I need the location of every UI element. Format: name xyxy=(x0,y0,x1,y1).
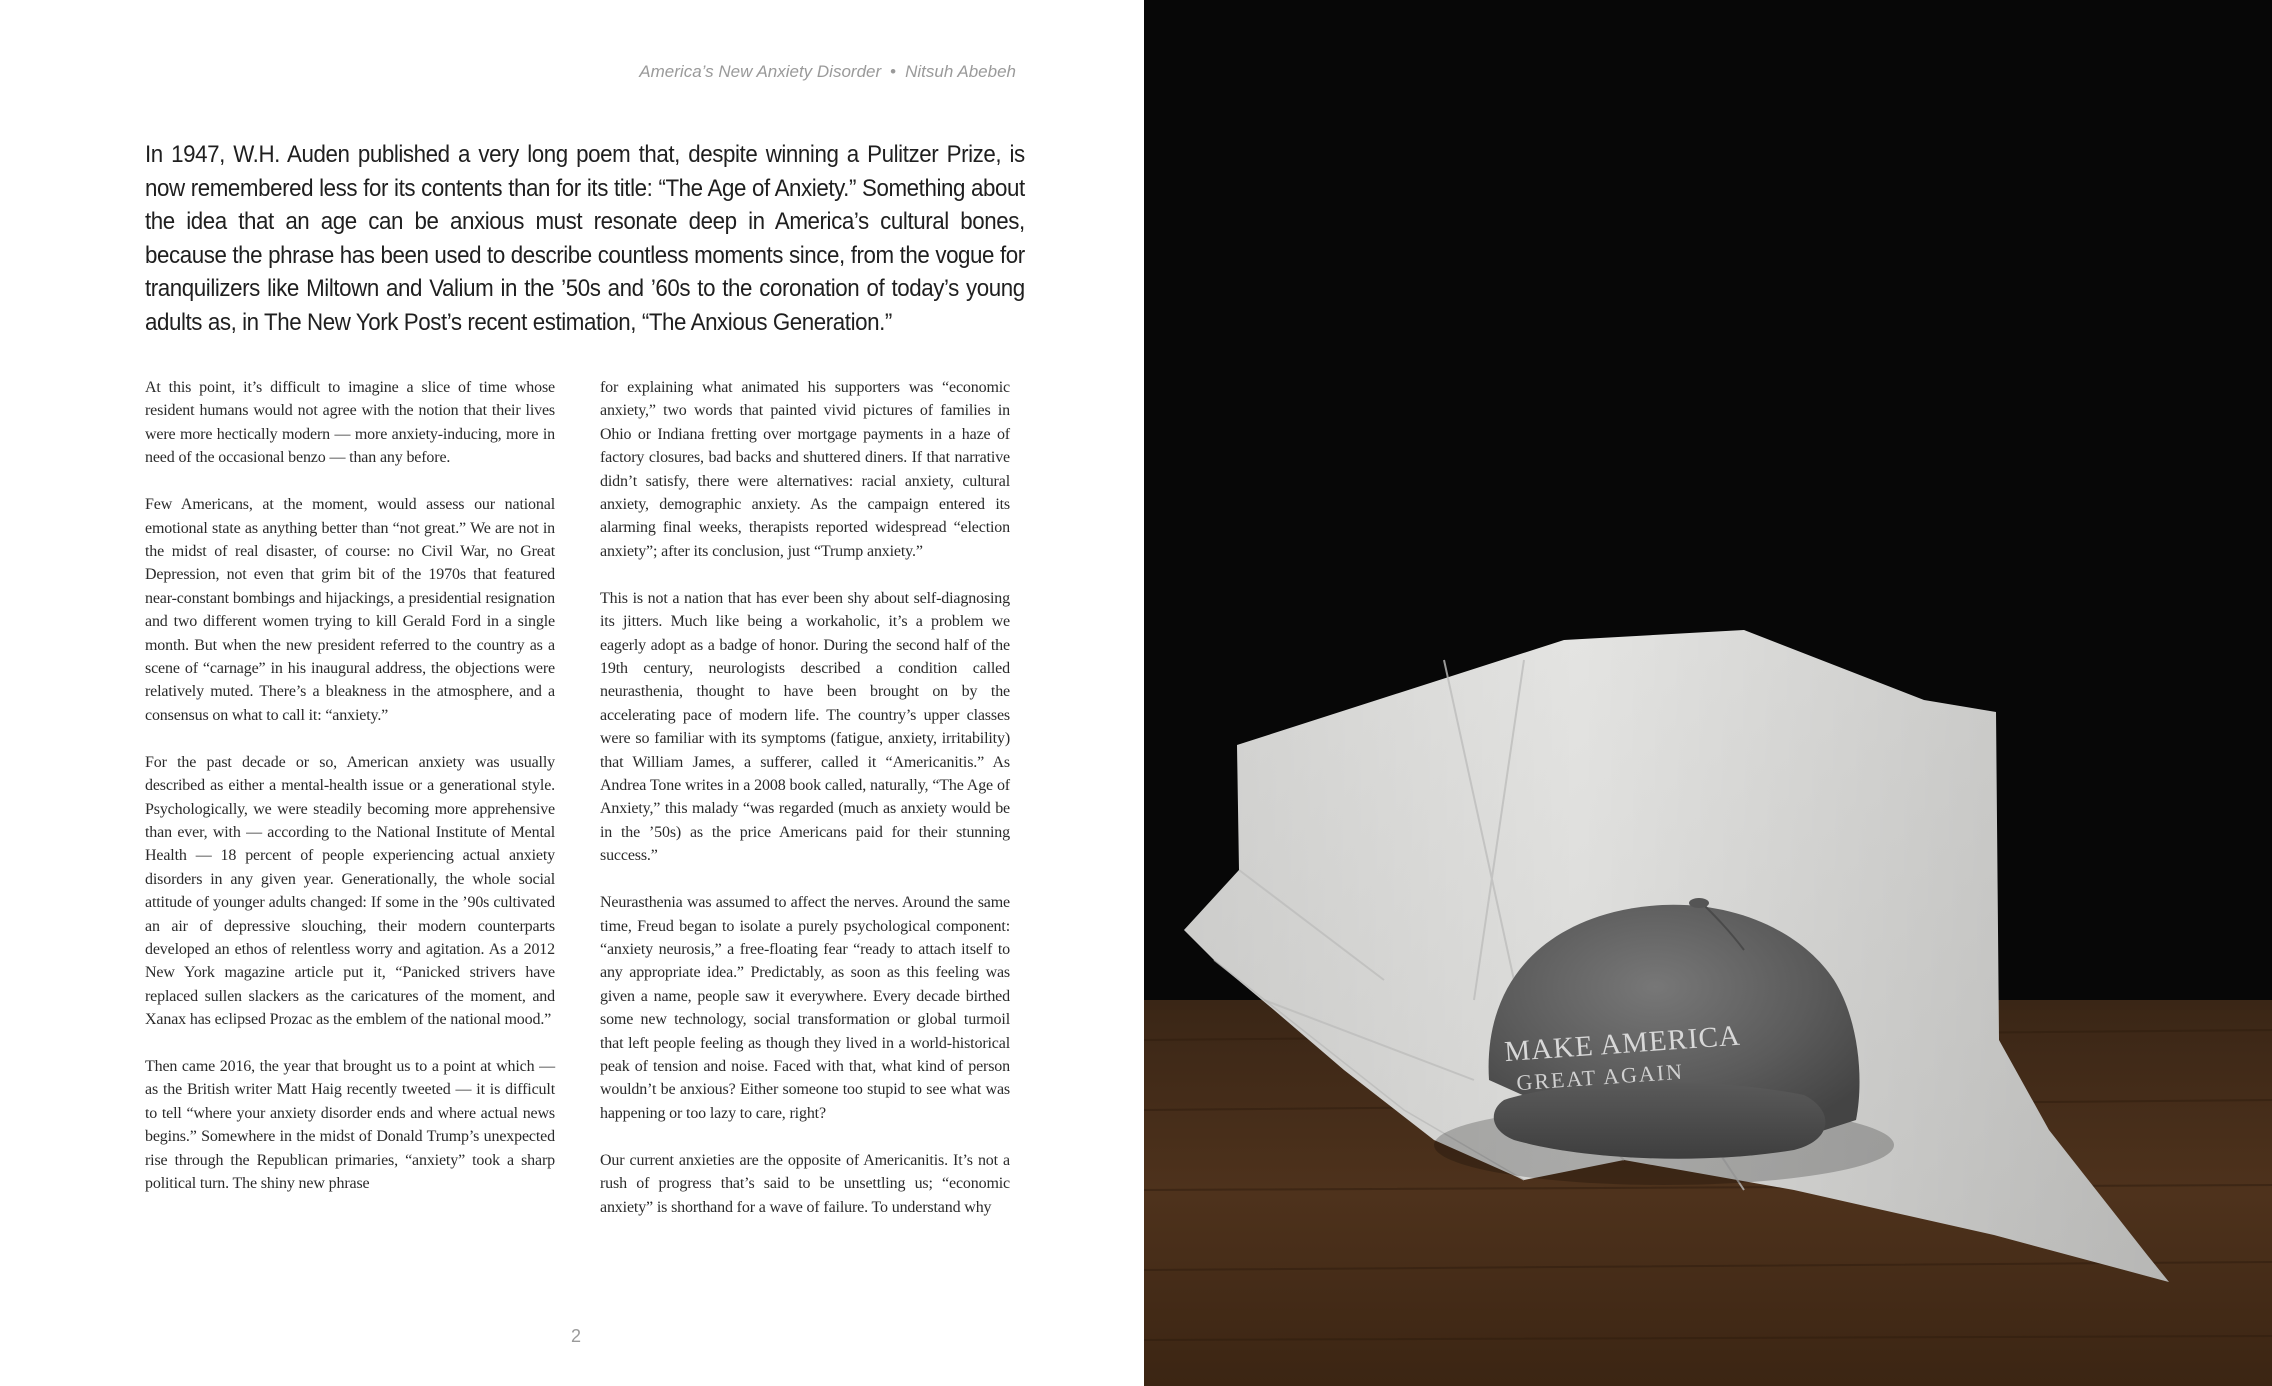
body-column-left xyxy=(145,376,555,1219)
header-separator-bullet: • xyxy=(890,62,897,81)
body-paragraph: Then came 2016, the year that brought us to a point at which — as the British writer Matt Haig recently tweeted — it is difficult to tell “where your anxiety disorder ends and where actual news begins.” Somewhere in the midst of Donald Trump’s unexpected rise through the Republican primaries, “anxiety” took a sharp political turn. The shiny new phrase xyxy=(145,1058,555,1193)
body-paragraph: Few Americans, at the moment, would assess our national emotional state as anything better than “not great.” We are not in the midst of real disaster, of course: no Civil War, no Great Depression, not even that grim bit of the 1970s that featured near-constant bombings and hijackings, a presidential resignation and two different women trying to kill Gerald Ford in a single month. But when the new president referred to the country as a scene of “carnage” in his inaugural address, the objections were relatively muted. There’s a bleakness in the atmosphere, and a consensus on what to call it: “anxiety.” xyxy=(145,496,555,724)
body-paragraph: For the past decade or so, American anxiety was usually described as either a mental-health issue or a generational style. Psychologically, we were steadily becoming more apprehensive than ever, with — according to the National Institute of Mental Health — 18 percent of people experiencing actual anxiety disorders in any given year. Generationally, the whole social attitude of younger adults changed: If some in the ’90s cultivated an air of depressive slouching, their modern counterparts developed an ethos of relentless worry and agitation. As a 2012 New York magazine article put it, “Panicked strivers have replaced sullen slackers as the caricatures of the moment, and Xanax has eclipsed Prozac as the emblem of the national mood.” xyxy=(145,753,555,1029)
running-header xyxy=(0,62,1016,82)
photo-page xyxy=(1144,0,2272,1386)
body-paragraph: At this point, it’s difficult to imagine a slice of time whose resident humans would not agree with the notion that their lives were more hectically modern — more anxiety-inducing, more in need of the occasional benzo — than any before. xyxy=(145,379,555,467)
cap-text-line2: GREAT AGAIN xyxy=(1515,1058,1685,1096)
body-paragraph: Our current anxieties are the opposite of Americanitis. It’s not a rush of progress that’s said to be unsettling us; “economic anxiety” is shorthand for a wave of failure. To understand why xyxy=(600,1151,1010,1216)
body-paragraph: for explaining what animated his supporters was “economic anxiety,” two words that painted vivid pictures of families in Ohio or Indiana fretting over mortgage payments in a haze of factory closures, bad backs and shuttered diners. If that narrative didn’t satisfy, there were alternatives: racial anxiety, cultural anxiety, demographic anxiety. As the campaign entered its alarming final weeks, therapists reported widespread “election anxiety”; after its conclusion, just “Trump anxiety.” xyxy=(600,379,1010,560)
page-number: 2 xyxy=(570,1326,581,1346)
body-paragraph: Neurasthenia was assumed to affect the nerves. Around the same time, Freud began to isolate a purely psychological component: “anxiety neurosis,” a free-floating fear “ready to attach itself to any appropriate idea.” Predictably, as soon as this feeling was given a name, people saw it everywhere. Every decade birthed some new technology, social transformation or global turmoil that left people feeling as though they lived in a world-historical peak of tension and noise. Faced with that, what kind of person wouldn’t be anxious? Either someone too stupid to see what was happening or too lazy to care, right? xyxy=(600,894,1010,1122)
header-author: Nitsuh Abebeh xyxy=(905,62,1016,81)
body-paragraph: This is not a nation that has ever been shy about self-diagnosing its jitters. Much like being a workaholic, it’s a problem we eagerly adopt as a badge of honor. During the second half of the 19th century, neurologists described a condition called neurasthenia, thought to have been brought on by the accelerating pace of modern life. The country’s upper classes were so familiar with its symptoms (fatigue, anxiety, irritability) that William James, a sufferer, called it “Americanitis.” As Andrea Tone writes in a 2008 book called, naturally, “The Age of Anxiety,” this malady “was regarded (much as anxiety would be in the ’50s) as the price Americans paid for their stunning success.” xyxy=(600,589,1010,865)
header-title: America’s New Anxiety Disorder xyxy=(639,62,882,81)
hat-on-paper-photo xyxy=(1144,0,2272,1386)
cap-text-line1: MAKE AMERICA xyxy=(1503,1019,1742,1069)
lede-paragraph: In 1947, W.H. Auden published a very long poem that, despite winning a Pulitzer Prize, is now remembered less for its contents than for its title: “The Age of Anxiety.” Something about the idea that an age can be anxious must resonate deep in America’s cultural bones, because the phrase has been used to describe countless moments since, from the vogue for tranquilizers like Miltown and Valium in the ’50s and ’60s to the coronation of today’s young adults as, in The New York Post’s recent estimation, “The Anxious Generation.” xyxy=(145,141,1025,336)
body-column-right xyxy=(600,376,1010,1242)
